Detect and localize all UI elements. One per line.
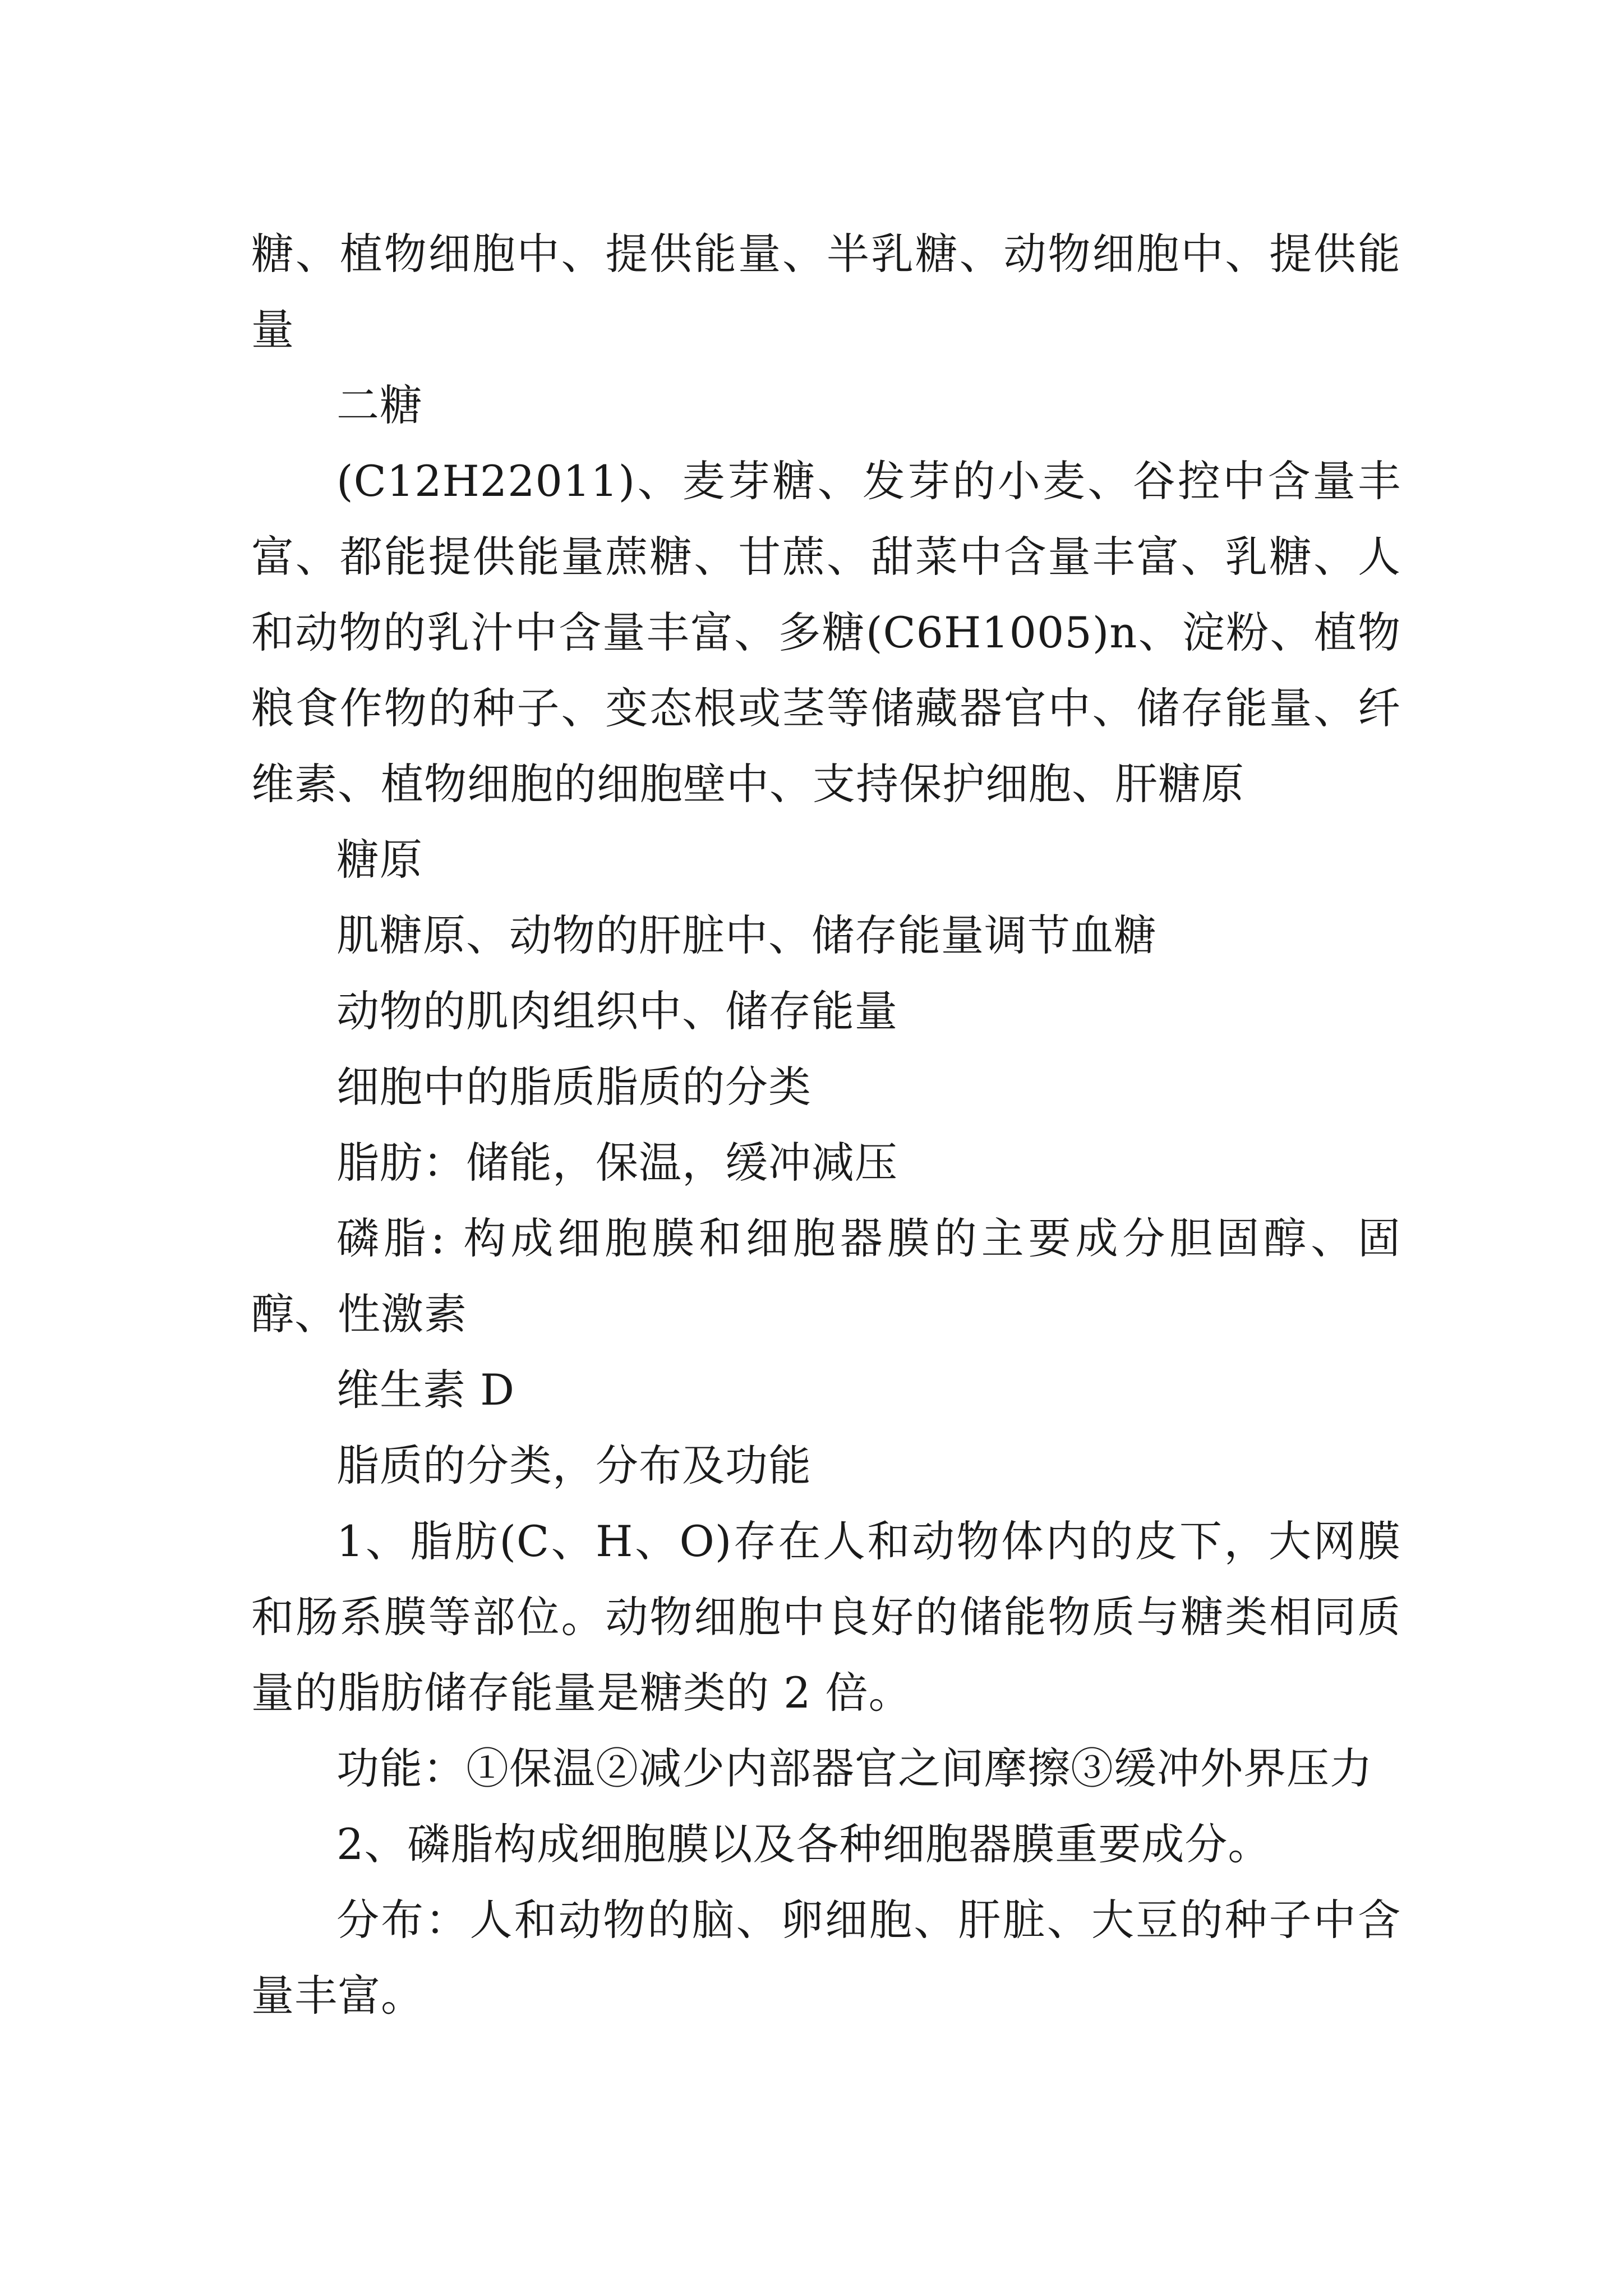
paragraph-9: 磷脂: 构成细胞膜和细胞器膜的主要成分胆固醇、固醇、性激素: [251, 1213, 1401, 1339]
paragraph-15: 分布：人和动物的脑、卵细胞、肝脏、大豆的种子中含量丰富。: [251, 1895, 1401, 2021]
paragraph-5: 肌糖原、动物的肝脏中、储存能量调节血糖: [336, 910, 1157, 960]
paragraph-11: 脂质的分类，分布及功能: [336, 1441, 811, 1490]
paragraph-12: 1、脂肪(C、H、O)存在人和动物体内的皮下，大网膜和肠系膜等部位。动物细胞中良好的储能物质与糖类相同质量的脂肪储存能量是糖类的 2 倍。: [251, 1516, 1401, 1718]
paragraph-13: 功能：①保温②减少内部器官之间摩擦③缓冲外界压力: [336, 1743, 1373, 1793]
paragraph-10: 维生素 D: [336, 1365, 515, 1415]
paragraph-14: 2、磷脂构成细胞膜以及各种细胞器膜重要成分。: [336, 1819, 1271, 1869]
paragraph-3: (C12H22011)、麦芽糖、发芽的小麦、谷控中含量丰富、都能提供能量蔗糖、甘蔗、甜菜中含量丰富、乳糖、人和动物的乳汁中含量丰富、多糖(C6H1005)n、淀粉、植物粮食作物的种子、变态根或茎等储藏器官中、储存能量、纤维素、植物细胞的细胞壁中、支持保护细胞、肝糖原: [251, 456, 1401, 809]
document-body: [251, 216, 1401, 2033]
paragraph-2: 二糖: [336, 380, 423, 430]
paragraph-6: 动物的肌肉组织中、储存能量: [336, 986, 898, 1036]
paragraph-4: 糖原: [336, 835, 423, 885]
paragraph-7: 细胞中的脂质脂质的分类: [336, 1062, 811, 1112]
paragraph-1: 糖、植物细胞中、提供能量、半乳糖、动物细胞中、提供能量: [251, 229, 1401, 355]
paragraph-8: 脂肪：储能，保温，缓冲减压: [336, 1138, 898, 1188]
